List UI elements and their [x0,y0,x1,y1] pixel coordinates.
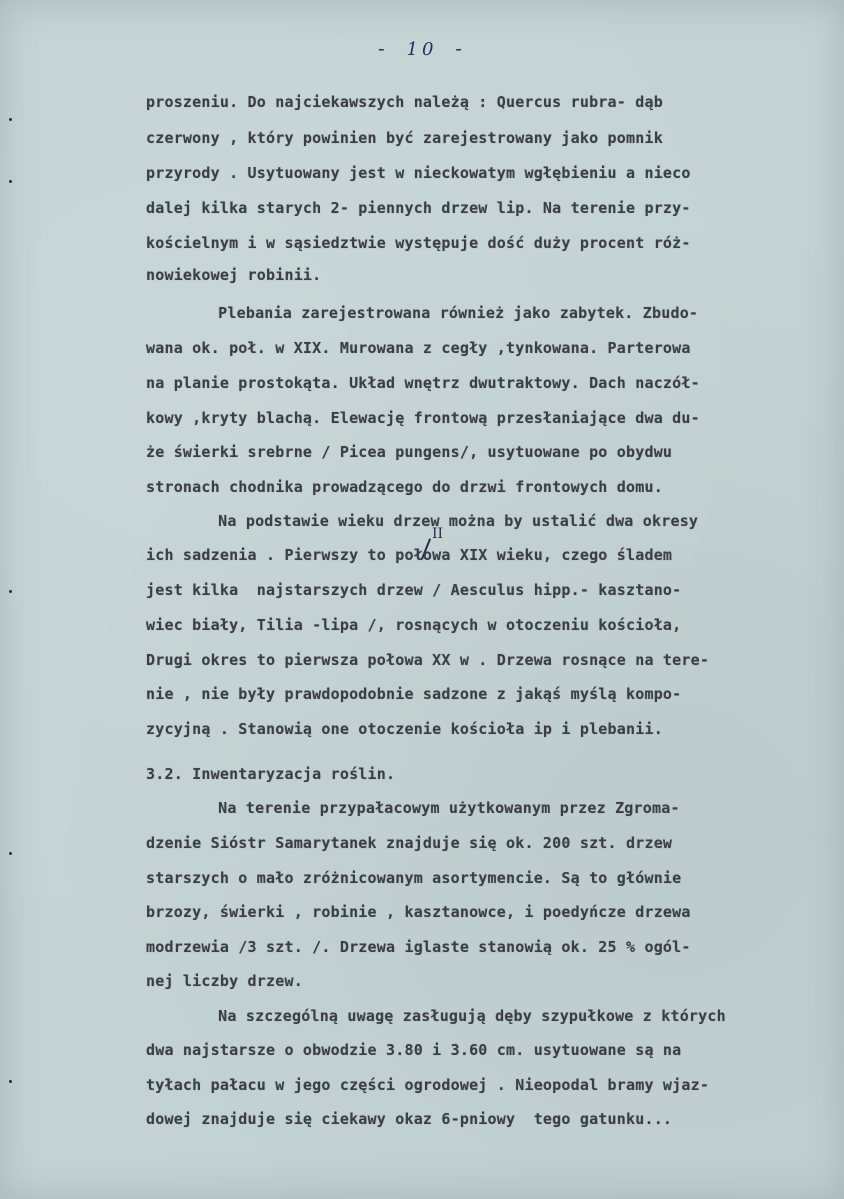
text-line: na planie prostokąta. Układ wnętrz dwutraktowy. Dach naczół- [146,374,700,392]
text-line: dowej znajduje się ciekawy okaz 6-pniowy tego gatunku... [146,1110,673,1128]
text-line: czerwony , który powinien być zarejestrowany jako pomnik [146,129,663,147]
text-line: brzozy, świerki , robinie , kasztanowce, i poedyńcze drzewa [146,903,691,921]
text-line: jest kilka najstarszych drzew / Aesculus hipp.- kasztano- [146,581,682,599]
page-number-value: 10 [406,39,438,60]
margin-dot [9,590,12,593]
text-line: stronach chodnika prowadzącego do drzwi frontowych domu. [146,478,663,496]
text-line: Plebania zarejestrowana również jako zabytek. Zbudo- [172,304,699,322]
text-line: proszeniu. Do najciekawszych należą : Quercus rubra- dąb [146,93,663,111]
margin-dot [9,180,12,183]
page-number-prefix: - [375,38,407,60]
handwritten-superscript: II [432,526,444,542]
page-number-suffix: - [437,38,469,60]
text-line: ich sadzenia . Pierwszy to połowa XIX wieku, czego śladem [146,546,673,564]
text-line: nej liczby drzew. [146,972,303,990]
text-line: Na podstawie wieku drzew można by ustalić dwa okresy [172,512,699,530]
text-line: kościelnym i w sąsiedztwie występuje dość duży procent róż- [146,234,691,252]
text-line: nie , nie były prawdopodobnie sadzone z jakąś myślą kompo- [146,685,682,703]
text-line: Na szczególną uwagę zasługują dęby szypułkowe z których [172,1007,726,1025]
text-line: Drugi okres to pierwsza połowa XX w . Drzewa rosnące na tere- [146,651,710,669]
text-line: Na terenie przypałacowym użytkowanym przez Zgroma- [172,799,680,817]
text-line: dzenie Sióstr Samarytanek znajduje się ok. 200 szt. drzew [146,834,673,852]
text-line: wiec biały, Tilia -lipa /, rosnących w otoczeniu kościoła, [146,616,682,634]
margin-dot [9,852,12,855]
text-line: modrzewia /3 szt. /. Drzewa iglaste stanowią ok. 25 % ogól- [146,938,691,956]
text-line: dwa najstarsze o obwodzie 3.80 i 3.60 cm. usytuowane są na [146,1041,682,1059]
page-number [0,38,844,60]
text-line: przyrody . Usytuowany jest w nieckowatym wgłębieniu a nieco [146,164,691,182]
text-line: zycyjną . Stanowią one otoczenie kościoła ip i plebanii. [146,720,663,738]
margin-dot [9,1080,12,1083]
text-line: dalej kilka starych 2- piennych drzew lip. Na terenie przy- [146,199,691,217]
text-line: że świerki srebrne / Picea pungens/, usytuowane po obydwu [146,443,673,461]
text-line: starszych o mało zróżnicowanym asortymencie. Są to głównie [146,869,682,887]
text-line: tyłach pałacu w jego części ogrodowej . Nieopodal bramy wjaz- [146,1076,710,1094]
margin-dot [9,118,12,121]
text-line: kowy ,kryty blachą. Elewację frontową przesłaniające dwa du- [146,409,700,427]
text-line: nowiekowej robinii. [146,266,322,284]
text-line: wana ok. poł. w XIX. Murowana z cegły ,tynkowana. Parterowa [146,339,691,357]
section-heading: 3.2. Inwentaryzacja roślin. [146,765,396,783]
